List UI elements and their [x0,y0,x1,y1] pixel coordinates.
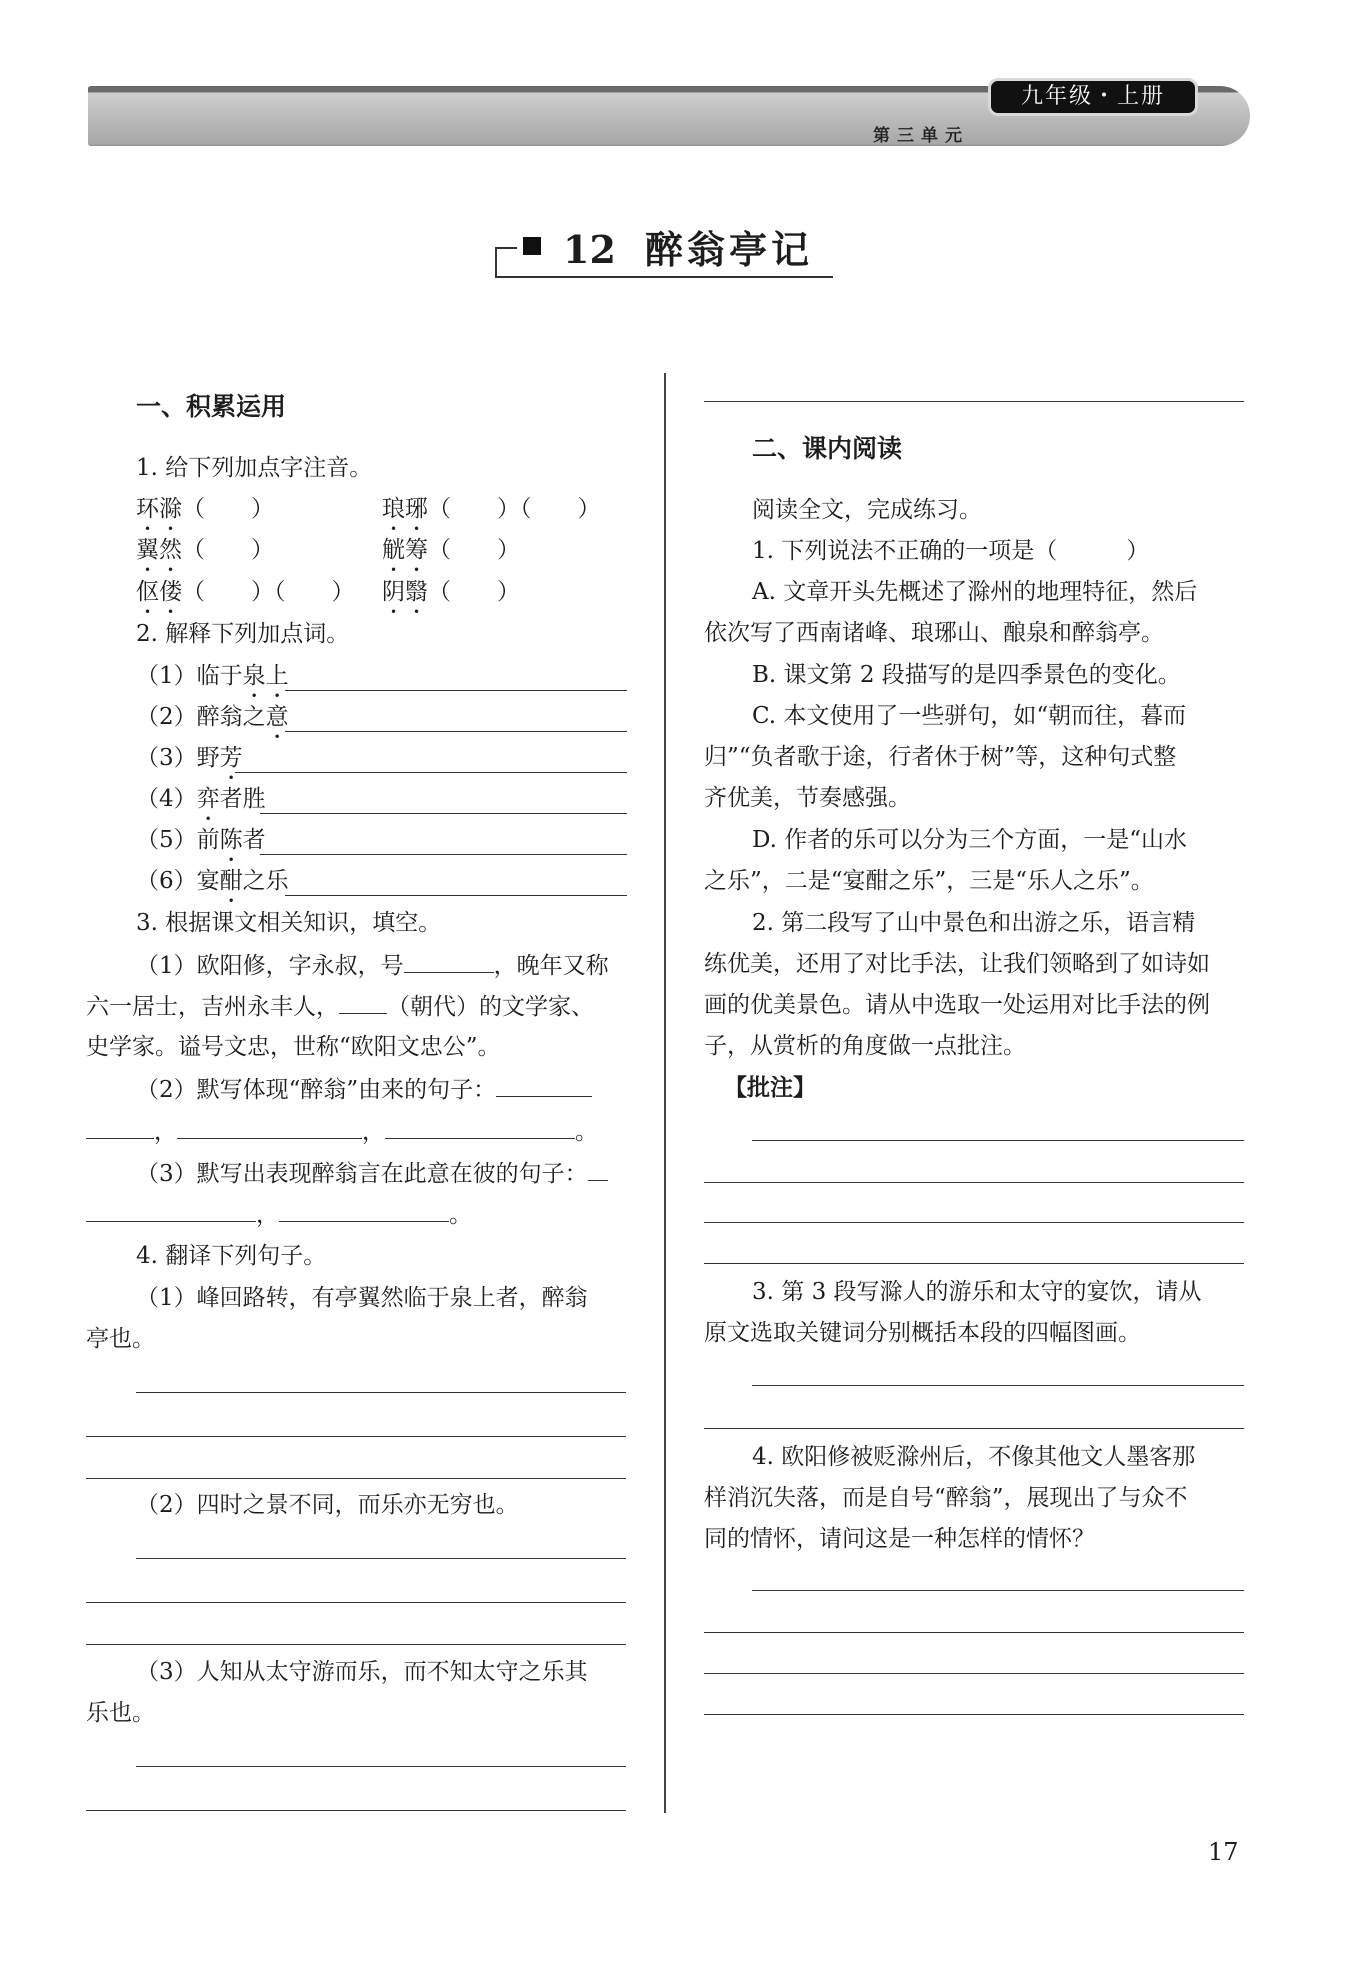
option-b: B. 课文第 2 段描写的是四季景色的变化。 [752,662,1181,688]
fill-blank[interactable] [588,1158,608,1181]
reading-q4-cont: 样消沉失落，而是自号“醉翁”，展现出了与众不 [704,1485,1188,1511]
pinyin-item: 觥筹（ ） [382,537,520,563]
pinyin-item: 翼然（ ） [136,537,274,563]
answer-line[interactable] [752,1590,1244,1591]
pinyin-item: 伛偻（ ）（ ） [136,579,355,605]
reading-q4-cont: 同的情怀，请问这是一种怎样的情怀？ [704,1526,1095,1552]
reading-q3-cont: 原文选取关键词分别概括本段的四幅图画。 [704,1320,1141,1346]
section-heading-2: 二、课内阅读 [752,434,903,463]
q4-2: （2）四时之景不同，而乐亦无穷也。 [136,1492,519,1518]
reading-q3: 3. 第 3 段写滁人的游乐和太守的宴饮，请从 [752,1279,1202,1305]
lesson-name: 醉翁亭记 [645,227,814,272]
answer-line[interactable] [136,1558,626,1559]
answer-line[interactable] [285,731,627,732]
fill-blank[interactable] [86,1116,154,1139]
q3-line-3: 史学家。谥号文忠，世称“欧阳文忠公”。 [86,1034,501,1060]
option-c-cont: 归”“负者歌于途，行者休于树”等，这种句式整 [704,744,1177,770]
answer-line[interactable] [260,813,627,814]
answer-line[interactable] [235,772,627,773]
option-c-cont: 齐优美，节奏感强。 [704,785,911,811]
reading-intro: 阅读全文，完成练习。 [752,497,982,523]
define-item: （5）前陈者 [136,827,266,853]
q3-2-blanks: ， ， 。 [86,1116,598,1147]
reading-q2-cont: 子，从赏析的角度做一点批注。 [704,1033,1026,1059]
fill-blank[interactable] [385,1116,575,1139]
pinyin-item: 阴翳（ ） [382,579,520,605]
answer-line[interactable] [86,1810,626,1811]
section-heading-1: 一、积累运用 [136,392,287,421]
q4-3-cont: 乐也。 [86,1700,155,1726]
title-square-icon [523,237,541,255]
q4-1: （1）峰回路转，有亭翼然临于泉上者，醉翁 [136,1285,588,1311]
answer-line[interactable] [704,1632,1244,1633]
q4-1-cont: 亭也。 [86,1326,155,1352]
page-number: 17 [1208,1838,1239,1866]
define-item: （2）醉翁之意 [136,704,289,730]
fill-blank[interactable] [279,1199,449,1222]
answer-line[interactable] [704,1263,1244,1264]
reading-q2-cont: 画的优美景色。请从中选取一处运用对比手法的例 [704,992,1210,1018]
unit-label: 第三单元 [873,126,969,146]
column-divider [664,373,666,1813]
q3-line-2: 六一居士，吉州永丰人， （朝代）的文学家、 [86,991,594,1022]
grade-badge: 九年级・上册 [988,78,1198,116]
answer-line[interactable] [704,1714,1244,1715]
question-2: 2. 解释下列加点词。 [136,621,350,647]
fill-blank[interactable] [177,1116,362,1139]
q3-3: （3）默写出表现醉翁言在此意在彼的句子： [136,1158,608,1189]
answer-line[interactable] [704,1673,1244,1674]
q3-2: （2）默写体现“醉翁”由来的句子： [136,1074,592,1105]
lesson-number: 12 [563,227,616,272]
answer-line[interactable] [704,1182,1244,1183]
answer-line[interactable] [752,1385,1244,1386]
option-a-cont: 依次写了西南诸峰、琅琊山、酿泉和醉翁亭。 [704,620,1164,646]
define-item: （4）弈者胜 [136,786,266,812]
fill-blank[interactable] [339,991,387,1014]
answer-line[interactable] [285,690,627,691]
lesson-title [495,222,835,278]
reading-q2: 2. 第二段写了山中景色和出游之乐，语言精 [752,910,1196,936]
answer-line[interactable] [285,895,627,896]
answer-line[interactable] [86,1644,626,1645]
reading-q2-cont: 练优美，还用了对比手法，让我们领略到了如诗如 [704,951,1210,977]
option-a: A. 文章开头先概述了滁州的地理特征，然后 [752,579,1198,605]
reading-q1: 1. 下列说法不正确的一项是（ ） [752,538,1150,564]
answer-line[interactable] [86,1602,626,1603]
fill-blank[interactable] [86,1199,256,1222]
answer-line[interactable] [752,1140,1244,1141]
define-item: （6）宴酣之乐 [136,868,289,894]
fill-blank[interactable] [496,1074,592,1097]
question-3: 3. 根据课文相关知识，填空。 [136,910,442,936]
answer-line[interactable] [86,1436,626,1437]
define-item: （1）临于泉上 [136,663,289,689]
pinyin-item: 琅琊（ ）（ ） [382,496,601,522]
answer-line[interactable] [86,1478,626,1479]
q4-3: （3）人知从太守游而乐，而不知太守之乐其 [136,1659,588,1685]
note-label: 【批注】 [724,1075,816,1101]
q3-3-blanks: ， 。 [86,1199,472,1230]
pinyin-item: 环滁（ ） [136,496,274,522]
define-item: （3）野芳 [136,745,243,771]
question-4: 4. 翻译下列句子。 [136,1243,327,1269]
option-c: C. 本文使用了一些骈句，如“朝而往，暮而 [752,703,1187,729]
answer-line[interactable] [260,854,627,855]
fill-blank[interactable] [404,950,494,973]
answer-line[interactable] [136,1766,626,1767]
answer-line[interactable] [704,1428,1244,1429]
answer-line[interactable] [136,1392,626,1393]
option-d-cont: 之乐”，二是“宴酣之乐”，三是“乐人之乐”。 [704,868,1154,894]
reading-q4: 4. 欧阳修被贬滁州后，不像其他文人墨客那 [752,1444,1196,1470]
option-d: D. 作者的乐可以分为三个方面，一是“山水 [752,827,1188,853]
q3-line-1: （1）欧阳修，字永叔，号 ，晚年又称 [136,950,609,981]
answer-line[interactable] [704,401,1244,402]
answer-line[interactable] [704,1222,1244,1223]
question-1: 1. 给下列加点字注音。 [136,455,373,481]
